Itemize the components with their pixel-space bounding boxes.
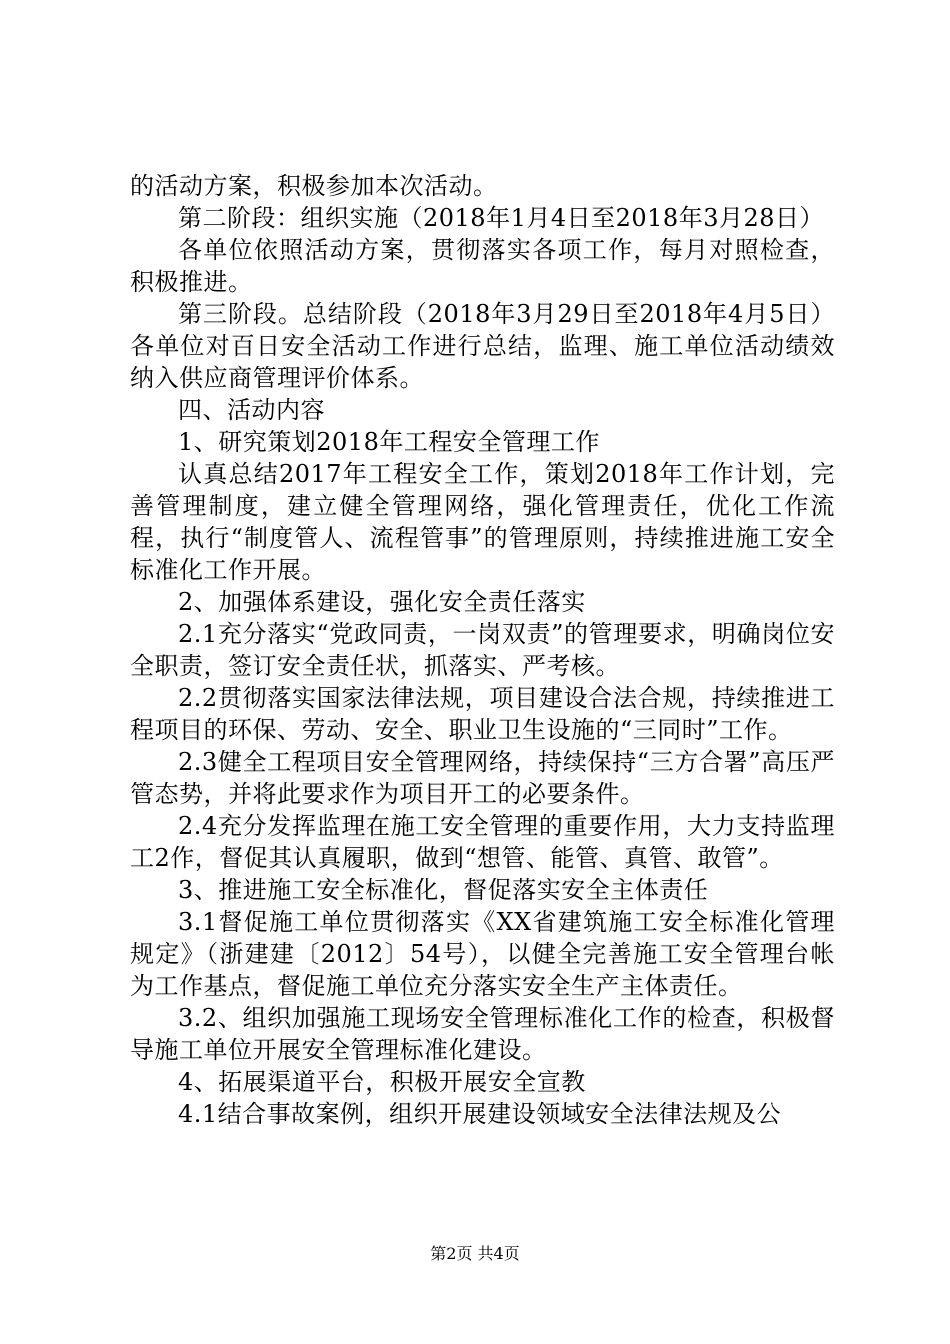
item-3-1: 3.1督促施工单位贯彻落实《XX省建筑施工安全标准化管理规定》（浙建建〔2012〕54号），以健全完善施工安全管理台帐为工作基点，督促施工单位充分落实安全生产主体责任。: [130, 908, 835, 1000]
item-heading-4: 4、拓展渠道平台，积极开展安全宣教: [178, 1068, 586, 1096]
item-2-2: 2.2贯彻落实国家法律法规，项目建设合法合规，持续推进工程项目的环保、劳动、安全、职业卫生设施的“三同时”工作。: [130, 684, 835, 744]
item-4-1: 4.1结合事故案例，组织开展建设领域安全法律法规及公: [178, 1100, 782, 1128]
item-2-1: 2.1充分落实“党政同责，一岗双责”的管理要求，明确岗位安全职责，签订安全责任状，抓落实、严考核。: [130, 620, 835, 680]
item-2-4: 2.4充分发挥监理在施工安全管理的重要作用，大力支持监理工2作，督促其认真履职，做到“想管、能管、真管、敢管”。: [130, 812, 835, 872]
paragraph-stage-two-body: 各单位依照活动方案，贯彻落实各项工作，每月对照检查，积极推进。: [130, 236, 835, 296]
item-heading-2: 2、加强体系建设，强化安全责任落实: [178, 588, 586, 616]
paragraph-stage-two: 第二阶段：组织实施（2018年1月4日至2018年3月28日）: [178, 204, 825, 232]
page-number-label: 第2页 共4页: [430, 1244, 520, 1263]
item-2-3: 2.3健全工程项目安全管理网络，持续保持“三方合署”高压严管态势，并将此要求作为项目开工的必要条件。: [130, 748, 835, 808]
item-1-body: 认真总结2017年工程安全工作，策划2018年工作计划，完善管理制度，建立健全管理网络，强化管理责任，优化工作流程，执行“制度管人、流程管事”的管理原则，持续推进施工安全标准化工作开展。: [130, 460, 835, 584]
item-heading-1: 1、研究策划2018年工程安全管理工作: [178, 428, 600, 456]
item-heading-3: 3、推进施工安全标准化，督促落实安全主体责任: [178, 876, 709, 904]
document-body: [130, 170, 835, 1130]
item-3-2: 3.2、组织加强施工现场安全管理标准化工作的检查，积极督导施工单位开展安全管理标准化建设。: [130, 1004, 835, 1064]
paragraph-stage-three: 第三阶段。总结阶段（2018年3月29日至2018年4月5日）各单位对百日安全活动工作进行总结，监理、施工单位活动绩效纳入供应商管理评价体系。: [130, 300, 835, 392]
section-heading-activity-content: 四、活动内容: [178, 396, 325, 424]
paragraph-continuation: 的活动方案，积极参加本次活动。: [130, 172, 498, 200]
page-footer: [0, 1244, 950, 1264]
